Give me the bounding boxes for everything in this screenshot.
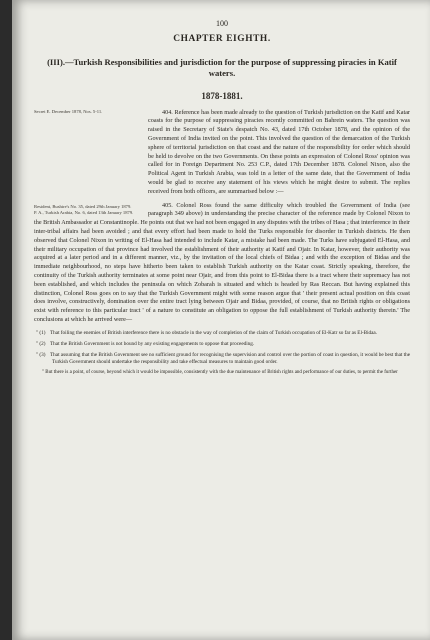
paragraph-405: 405. Colonel Ross found the same difficulty which troubled the Government of India (see paragraph 349 above) in understanding the precise character of the reference made by Colonel Nixon to the British Ambassador at Constantinople. He points out that we had not been engaged in any disputes with the tribes of Hasa ; that interference in their inter-tribal affairs had been avoided ; and that every effort had been made to hold the Turks responsible for disorder in Turkish districts. He then observed that Colonel Nixon in writing of El-Hasa had intended to include Katar, a mistake had been made. The Turks have subjugated El-Hasa, and their military occupation of that province had involved the establishment of their authority at Katif and Ojair. In Katar, however, their authority was acquired at a later period and in a different manner, viz., by the invitation of the local chiefs of Bidaa ; and with the exception of Bidaa and the immediate neighbourhood, no steps have hitherto been taken to establish Turkish authority on the Katar coast. Strictly speaking, therefore, the continuity of the Turkish authority terminates at some point near Ojair, and from this point to El-Bidaa there is a tract where their supremacy has not been established, and which includes the peninsula on which Zobarah is situated and which is headed by Ras Reccan. But having explained this distinction, Colonel Ross goes on to say that the Turkish Government might with some reason argue that ' their present actual position on this coast does involve, constructively, domination over the entire tract lying between Ojair and Bidaa, provided, of course, that no British rights or obligations exist with reference to this particular tract ' of a nature to constitute an obligation to oppose the full establishment of Turkish authority therein.' The conclusions at which he arrived were— — [34, 201, 410, 323]
conclusion-number: " (2) — [36, 340, 46, 347]
margin-note — [34, 109, 142, 216]
page-number: 100 — [216, 19, 228, 28]
conclusion-2 — [34, 341, 410, 348]
footnote: " But there is a point, of course, beyond which it would be impossible, consistently with the due maintenance of British rights and performance of our duties, to permit the further — [42, 369, 398, 375]
conclusion-text: That foiling the enemies of British interference there is no obstacle in the way of completion of the claim of Turkish occupation of El-Katr so far as El-Bidaa. — [50, 329, 378, 336]
margin-note-1: Secret E. December 1878, Nos. 5-11. — [34, 108, 103, 114]
margin-note-3: P. A., Turkish Arabia, No. 6, dated 13th January 1879. — [34, 210, 134, 216]
margin-note-2: Resident, Bushire's No. 35, dated 29th January 1879. — [34, 204, 132, 210]
conclusion-1 — [34, 330, 410, 337]
document-page — [12, 0, 430, 640]
conclusion-number: " (1) — [36, 329, 46, 336]
conclusion-3 — [34, 352, 410, 366]
paragraph-404-text: 404. Reference has been made already to the question of Turkish jurisdiction on the Katif and Katar coasts for the purpose of suppressing piracies recently committed on Bahrein waters. The question was raised in the Secretary of State's despatch No. 43, dated 17th October 1878, and the opinion of the Government of India invited on the point. This involved the question of the demarcation of the Turkish sphere of territorial jurisdiction on that coast and the nature of the responsibility for order which should be held to devolve on the two Governments. On these points an expression of Colonel Ross' opinion was called for in Foreign Department No. 253 C.P., dated 17th December 1878. Colonel Nixon, also the Political Agent in Turkish Arabia, was told in a letter of the same date, that the Government of India would be glad to receive any statement of his views which he might desire to submit. The replies received from both officers, are summarised below :— — [148, 108, 410, 195]
chapter-title: CHAPTER EIGHTH. — [173, 34, 271, 45]
year-range: 1878-1881. — [201, 90, 243, 101]
page-content — [34, 18, 410, 377]
conclusion-number: " (3) — [36, 351, 46, 358]
paragraph-404 — [34, 108, 410, 216]
conclusion-text: That assuming that the British Government see no sufficient ground for recognising the supervision and control over the portion of coast in question, it would be best that the Turkish Government should undertake the responsibility and take effectual measures to maintain good order. — [50, 351, 410, 365]
section-heading: (III).—Turkish Responsibilities and jurisdiction for the purpose of suppressing piracies in Katif waters. — [47, 56, 397, 79]
conclusion-text: That the British Government is not bound by any existing engagements to oppose that proceeding. — [50, 340, 255, 347]
